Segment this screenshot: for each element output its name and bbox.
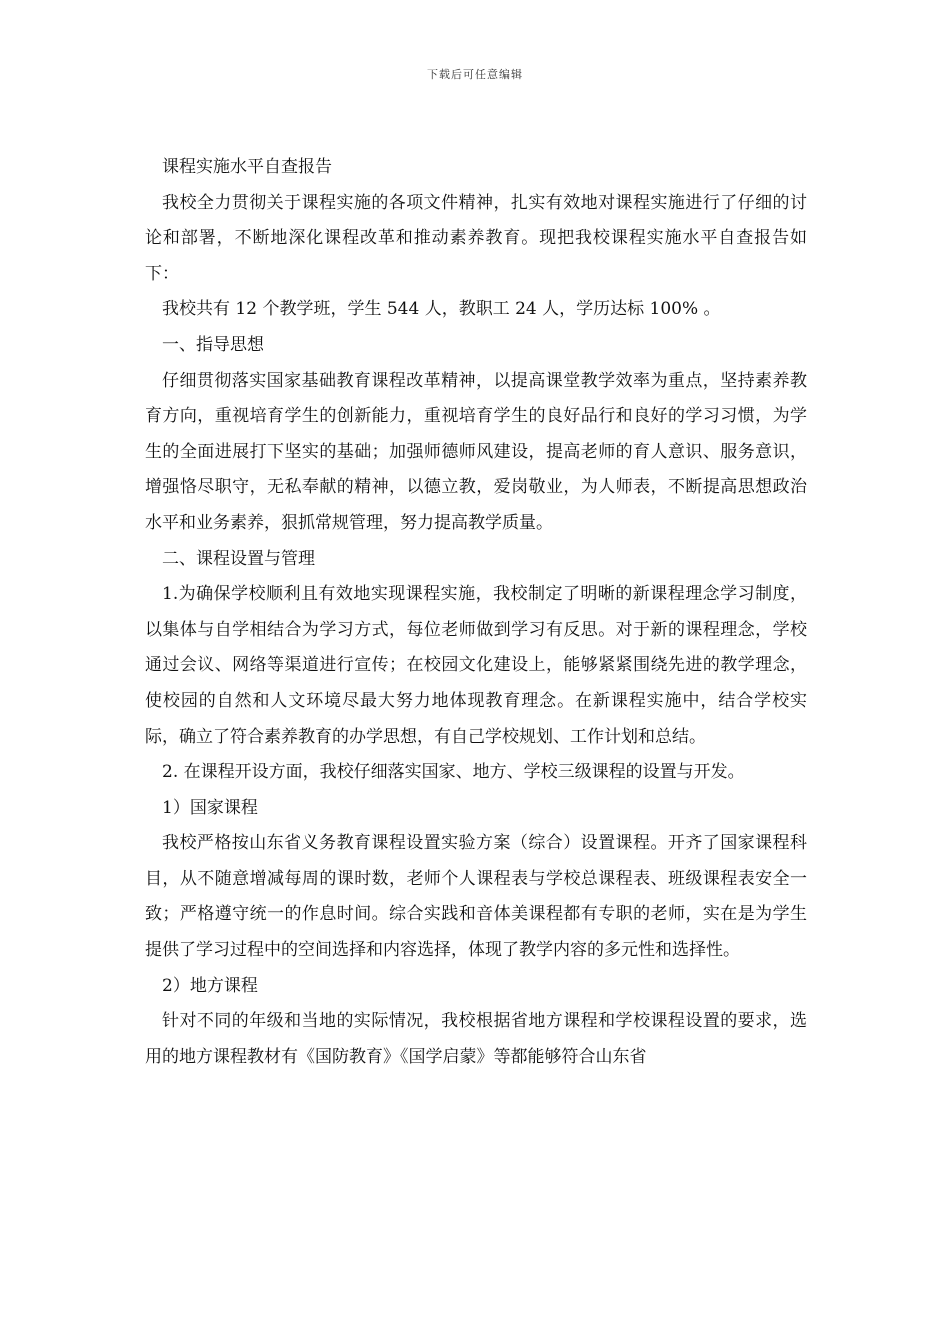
subheading-national-course: 1）国家课程 [162, 797, 258, 818]
document-title: 课程实施水平自查报告 [162, 157, 332, 177]
paragraph-stats: 我校共有 12 个教学班，学生 544 人，教职工 24 人，学历达标 100% 。 [162, 299, 721, 320]
subheading-local-course: 2）地方课程 [162, 975, 258, 996]
document-body [145, 150, 807, 1075]
section-heading-2: 二、课程设置与管理 [162, 548, 315, 569]
header-note: 下载后可任意编辑 [427, 68, 523, 81]
paragraph-item-1: 1.为确保学校顺利且有效地实现课程实施，我校制定了明晰的新课程理念学习制度，以集体与自学相结合为学习方式，每位老师做到学习有反思。对于新的课程理念，学校通过会议、网络等渠道进行宣传；在校园文化建设上，能够紧紧围绕先进的教学理念，使校园的自然和人文环境尽最大努力地体现教育理念。在新课程实施中，结合学校实际，确立了符合素养教育的办学思想，有自己学校规划、工作计划和总结。 [145, 584, 807, 747]
paragraph-national-course: 我校严格按山东省义务教育课程设置实验方案（综合）设置课程。开齐了国家课程科目，从不随意增减每周的课时数，老师个人课程表与学校总课程表、班级课程表安全一致；严格遵守统一的作息时间。综合实践和音体美课程都有专职的老师，实在是为学生提供了学习过程中的空间选择和内容选择，体现了教学内容的多元性和选择性。 [145, 833, 807, 961]
paragraph-item-2: 2. 在课程开设方面，我校仔细落实国家、地方、学校三级课程的设置与开发。 [162, 762, 745, 783]
paragraph-local-course: 针对不同的年级和当地的实际情况，我校根据省地方课程和学校课程设置的要求，选用的地方课程教材有《国防教育》《国学启蒙》等都能够符合山东省 [145, 1011, 807, 1067]
paragraph-intro: 我校全力贯彻关于课程实施的各项文件精神，扎实有效地对课程实施进行了仔细的讨论和部署，不断地深化课程改革和推动素养教育。现把我校课程实施水平自查报告如下： [145, 192, 807, 284]
paragraph-guiding-thought: 仔细贯彻落实国家基础教育课程改革精神，以提高课堂教学效率为重点，坚持素养教育方向，重视培育学生的创新能力，重视培育学生的良好品行和良好的学习习惯，为学生的全面进展打下坚实的基础；加强师德师风建设，提高老师的育人意识、服务意识，增强恪尽职守，无私奉献的精神，以德立教，爱岗敬业，为人师表，不断提高思想政治水平和业务素养，狠抓常规管理，努力提高教学质量。 [145, 370, 807, 533]
section-heading-1: 一、指导思想 [162, 334, 264, 355]
